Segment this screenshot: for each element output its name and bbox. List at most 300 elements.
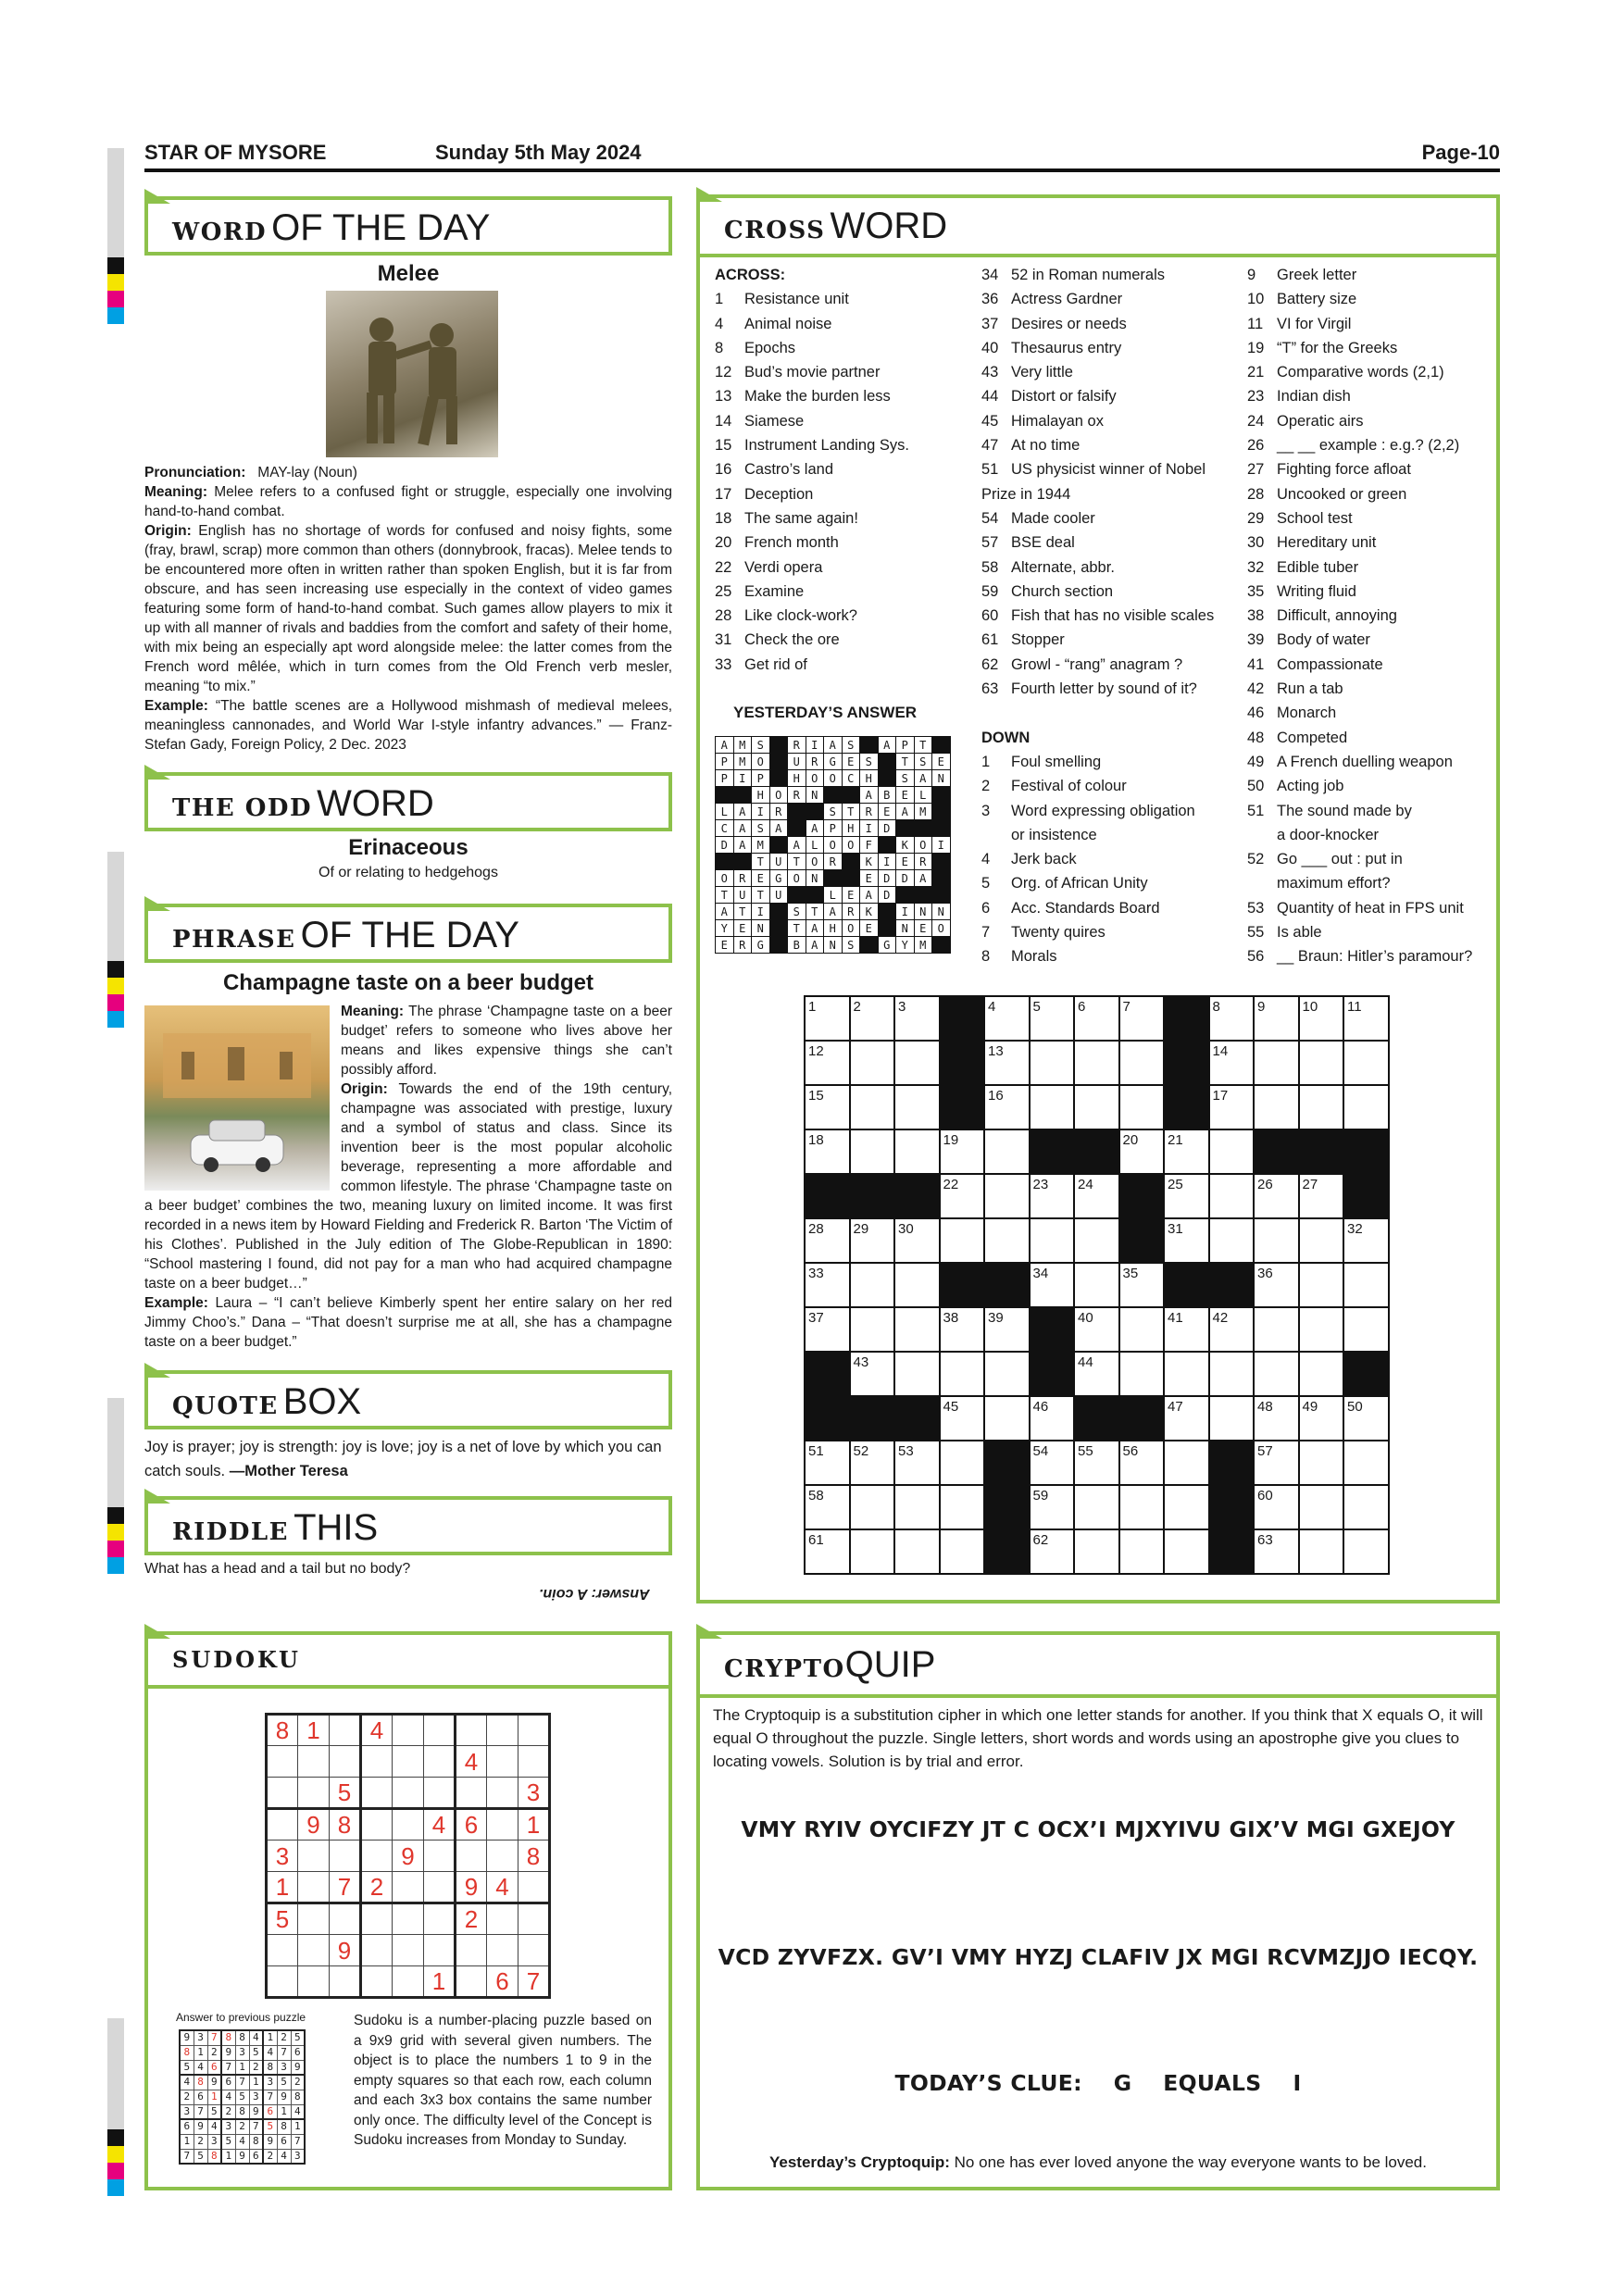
crossword-cell[interactable]	[894, 1041, 940, 1085]
crossword-cell[interactable]	[984, 1352, 1030, 1396]
sudoku-cell[interactable]	[330, 1715, 361, 1746]
sudoku-cell[interactable]	[487, 1746, 518, 1778]
crossword-cell[interactable]: 41	[1164, 1307, 1209, 1352]
clue-text: Writing fluid	[1277, 582, 1356, 600]
sudoku-cell[interactable]	[393, 1872, 424, 1903]
sudoku-cell[interactable]	[487, 1903, 518, 1935]
crossword-cell[interactable]	[1074, 1085, 1119, 1129]
black-square	[894, 1396, 940, 1441]
sudoku-cell[interactable]	[456, 1715, 487, 1746]
sudoku-cell[interactable]	[487, 1809, 518, 1841]
sudoku-cell[interactable]: 9	[456, 1872, 487, 1903]
sudoku-cell[interactable]	[518, 1935, 550, 1966]
clue-text: maximum effort?	[1277, 875, 1391, 892]
clue-line	[1247, 506, 1495, 530]
sudoku-cell[interactable]: 7	[330, 1872, 361, 1903]
clue-line	[715, 604, 974, 628]
sudoku-cell[interactable]	[456, 1935, 487, 1966]
crossword-cell[interactable]	[850, 1041, 895, 1085]
clue-line	[981, 920, 1250, 944]
answer-cell: A	[878, 737, 896, 754]
sudoku-cell[interactable]: 2	[361, 1872, 393, 1903]
crossword-cell[interactable]	[1119, 1307, 1165, 1352]
crossword-cell[interactable]: 3	[894, 996, 940, 1041]
crossword-cell[interactable]: 54	[1030, 1441, 1075, 1485]
clue-line	[981, 653, 1250, 677]
crossword-cell[interactable]: 46	[1030, 1396, 1075, 1441]
clue-number: 63	[981, 680, 999, 698]
crossword-cell[interactable]	[1164, 1352, 1209, 1396]
answer-cell	[932, 887, 951, 904]
crossword-cell[interactable]	[1343, 1485, 1389, 1529]
sudoku-cell[interactable]	[393, 1935, 424, 1966]
clue-line	[1247, 263, 1495, 287]
crossword-cell[interactable]	[984, 1218, 1030, 1263]
crossword-cell[interactable]	[894, 1529, 940, 1574]
crossword-cell[interactable]	[1209, 1352, 1255, 1396]
sudoku-cell[interactable]: 6	[487, 1966, 518, 1998]
sudoku-cell[interactable]	[298, 1935, 330, 1966]
clue-line	[715, 482, 974, 506]
crossword-cell[interactable]: 28	[805, 1218, 850, 1263]
crossword-cell[interactable]: 37	[805, 1307, 850, 1352]
crossword-cell[interactable]	[1299, 1307, 1344, 1352]
sudoku-cell[interactable]: 4	[361, 1715, 393, 1746]
crossword-cell[interactable]	[850, 1129, 895, 1174]
sudoku-cell[interactable]: 2	[456, 1903, 487, 1935]
clue-text: US physicist winner of Nobel	[1011, 461, 1206, 479]
sudoku-cell[interactable]	[456, 1778, 487, 1809]
crossword-cell[interactable]	[940, 1485, 985, 1529]
clue-line	[715, 555, 974, 580]
clue-text: Make the burden less	[744, 388, 891, 406]
crossword-cell[interactable]	[894, 1263, 940, 1307]
registration-marks	[107, 852, 124, 1028]
answer-cell	[788, 804, 806, 820]
section-title-b: QUIP	[844, 1644, 936, 1685]
sudoku-cell[interactable]	[518, 1872, 550, 1903]
clue-line	[1247, 920, 1495, 944]
crossword-cell[interactable]: 61	[805, 1529, 850, 1574]
crossword-cell[interactable]	[1119, 1352, 1165, 1396]
sudoku-cell[interactable]	[456, 1966, 487, 1998]
clue-text: Prize in 1944	[981, 485, 1071, 503]
page-header	[144, 139, 1500, 172]
clue-text: Siamese	[744, 412, 805, 430]
crossword-cell[interactable]: 40	[1074, 1307, 1119, 1352]
sudoku-cell[interactable]	[267, 1778, 298, 1809]
crossword-cell[interactable]	[1209, 1174, 1255, 1218]
clue-text: Battery size	[1277, 291, 1357, 308]
answer-cell: Y	[716, 920, 734, 937]
crossword-cell[interactable]: 44	[1074, 1352, 1119, 1396]
clue-line	[1247, 409, 1495, 433]
clue-text: Actress Gardner	[1011, 291, 1123, 308]
answer-cell: 3	[249, 2090, 263, 2104]
answer-cell	[824, 787, 843, 804]
sudoku-cell[interactable]	[393, 1809, 424, 1841]
answer-cell: 4	[249, 2030, 263, 2045]
clue-number: 55	[1247, 924, 1265, 942]
crossword-cell[interactable]	[1343, 1263, 1389, 1307]
crossword-cell[interactable]: 8	[1209, 996, 1255, 1041]
crossword-cell[interactable]	[1343, 1041, 1389, 1085]
crossword-cell[interactable]	[1299, 1352, 1344, 1396]
crossword-cell[interactable]	[1209, 1218, 1255, 1263]
answer-cell	[806, 804, 824, 820]
crossword-cell[interactable]: 48	[1254, 1396, 1299, 1441]
crossword-cell[interactable]	[1299, 1041, 1344, 1085]
answer-cell	[932, 737, 951, 754]
sudoku-cell[interactable]: 1	[518, 1809, 550, 1841]
sudoku-cell[interactable]: 5	[330, 1778, 361, 1809]
crossword-cell[interactable]: 6	[1074, 996, 1119, 1041]
crossword-cell[interactable]	[1119, 1529, 1165, 1574]
crossword-cell[interactable]	[894, 1129, 940, 1174]
answer-cell: 8	[180, 2045, 194, 2060]
crossword-cell[interactable]: 24	[1074, 1174, 1119, 1218]
sudoku-cell[interactable]: 9	[330, 1935, 361, 1966]
sudoku-cell[interactable]: 4	[456, 1746, 487, 1778]
crossword-cell[interactable]: 35	[1119, 1263, 1165, 1307]
example-text: Laura – “I can’t believe Kimberly spent her entire salary on her red Jimmy Choo’s.” Dana – “That doesn’t surprise me at all, she has a champagne taste on a beer budget.”	[144, 1295, 672, 1350]
crossword-cell[interactable]	[850, 1307, 895, 1352]
answer-cell: Y	[896, 937, 915, 954]
answer-cell: D	[878, 820, 896, 837]
crossword-cell[interactable]: 27	[1299, 1174, 1344, 1218]
crossword-cell[interactable]: 22	[940, 1174, 985, 1218]
crossword-cell[interactable]	[850, 1529, 895, 1574]
sudoku-cell[interactable]: 1	[298, 1715, 330, 1746]
sudoku-cell[interactable]	[330, 1746, 361, 1778]
crossword-cell[interactable]	[1119, 1085, 1165, 1129]
crossword-cell[interactable]	[1074, 1485, 1119, 1529]
clue-text: Foul smelling	[1011, 753, 1102, 770]
sudoku-cell[interactable]	[298, 1841, 330, 1872]
crossword-cell[interactable]	[1254, 1085, 1299, 1129]
crossword-cell[interactable]	[1164, 1485, 1209, 1529]
sudoku-cell[interactable]	[361, 1935, 393, 1966]
answer-cell: 9	[249, 2104, 263, 2119]
sudoku-cell[interactable]	[361, 1778, 393, 1809]
crossword-cell[interactable]	[1164, 1529, 1209, 1574]
answer-cell: D	[716, 837, 734, 854]
clue-text: Morals	[1011, 948, 1057, 966]
crossword-cell[interactable]: 60	[1254, 1485, 1299, 1529]
sudoku-cell[interactable]: 9	[298, 1809, 330, 1841]
crossword-cell[interactable]	[1343, 1529, 1389, 1574]
section-title-a: THE ODD	[172, 794, 313, 822]
sudoku-cell[interactable]	[298, 1872, 330, 1903]
sudoku-cell[interactable]	[330, 1966, 361, 1998]
sudoku-cell[interactable]: 5	[267, 1903, 298, 1935]
crossword-cell[interactable]: 5	[1030, 996, 1075, 1041]
clue-text: At no time	[1011, 437, 1081, 455]
crossword-cell[interactable]	[1343, 1307, 1389, 1352]
answer-cell: A	[716, 904, 734, 920]
clue-text: Deception	[744, 485, 814, 503]
clue-text: 52 in Roman numerals	[1011, 267, 1165, 283]
answer-cell: N	[932, 770, 951, 787]
clue-text: A French duelling weapon	[1277, 753, 1453, 770]
clue-text: Thesaurus entry	[1011, 339, 1122, 356]
crossword-cell[interactable]: 2	[850, 996, 895, 1041]
sudoku-cell[interactable]: 9	[393, 1841, 424, 1872]
sudoku-cell[interactable]	[487, 1778, 518, 1809]
answer-cell: 1	[194, 2045, 207, 2060]
sudoku-cell[interactable]	[424, 1778, 456, 1809]
clue-number: 37	[981, 315, 999, 332]
crossword-cell[interactable]	[894, 1352, 940, 1396]
crossword-cell[interactable]: 57	[1254, 1441, 1299, 1485]
crossword-cell[interactable]: 62	[1030, 1529, 1075, 1574]
page-number: Page-10	[1421, 141, 1500, 164]
crossword-cell[interactable]	[1119, 1041, 1165, 1085]
clue-number: 7	[981, 924, 991, 942]
sudoku-cell[interactable]	[361, 1841, 393, 1872]
clue-number: 51	[1247, 802, 1265, 819]
sudoku-cell[interactable]	[298, 1778, 330, 1809]
answer-cell: K	[860, 904, 879, 920]
crossword-cell[interactable]: 43	[850, 1352, 895, 1396]
crossword-cell[interactable]	[984, 1396, 1030, 1441]
crossword-cell[interactable]	[1209, 1129, 1255, 1174]
sudoku-cell[interactable]	[361, 1746, 393, 1778]
crossword-cell[interactable]: 4	[984, 996, 1030, 1041]
crossword-cell[interactable]	[1299, 1485, 1344, 1529]
answer-cell: O	[842, 837, 860, 854]
sudoku-cell[interactable]	[361, 1809, 393, 1841]
crossword-cell[interactable]: 51	[805, 1441, 850, 1485]
crossword-cell[interactable]	[984, 1174, 1030, 1218]
crossword-cell[interactable]	[1030, 1218, 1075, 1263]
crossword-cell[interactable]	[1030, 1085, 1075, 1129]
crossword-cell[interactable]	[1299, 1263, 1344, 1307]
black-square	[1343, 1352, 1389, 1396]
sudoku-cell[interactable]: 7	[518, 1966, 550, 1998]
crossword-cell[interactable]	[1254, 1307, 1299, 1352]
crossword-cell[interactable]	[1254, 1218, 1299, 1263]
clue-number: 21	[1247, 364, 1265, 381]
sudoku-cell[interactable]	[424, 1746, 456, 1778]
crossword-cell[interactable]: 18	[805, 1129, 850, 1174]
answer-cell: 7	[263, 2090, 277, 2104]
crossword-cell[interactable]: 50	[1343, 1396, 1389, 1441]
crossword-cell[interactable]	[940, 1352, 985, 1396]
crossword-cell[interactable]: 45	[940, 1396, 985, 1441]
clue-number: 22	[715, 558, 732, 576]
crossword-cell[interactable]	[1209, 1396, 1255, 1441]
crossword-cell[interactable]: 56	[1119, 1441, 1165, 1485]
clue-number: 11	[1247, 315, 1264, 332]
crossword-cell[interactable]: 59	[1030, 1485, 1075, 1529]
sudoku-cell[interactable]: 4	[487, 1872, 518, 1903]
crossword-cell[interactable]: 42	[1209, 1307, 1255, 1352]
sudoku-cell[interactable]	[424, 1903, 456, 1935]
answer-cell: A	[824, 737, 843, 754]
crossword-cell[interactable]	[940, 1218, 985, 1263]
sudoku-cell[interactable]: 4	[424, 1809, 456, 1841]
sudoku-cell[interactable]	[330, 1841, 361, 1872]
answer-cell	[878, 837, 896, 854]
crossword-cell[interactable]	[940, 1441, 985, 1485]
sudoku-cell[interactable]	[267, 1935, 298, 1966]
answer-cell: E	[896, 854, 915, 870]
sudoku-cell[interactable]	[518, 1715, 550, 1746]
crossword-cell[interactable]	[894, 1085, 940, 1129]
crossword-cell[interactable]: 38	[940, 1307, 985, 1352]
crossword-cell[interactable]: 17	[1209, 1085, 1255, 1129]
answer-cell: R	[860, 804, 879, 820]
crossword-cell[interactable]: 1	[805, 996, 850, 1041]
sudoku-cell[interactable]: 6	[456, 1809, 487, 1841]
crossword-cell[interactable]	[984, 1129, 1030, 1174]
crossword-cell[interactable]: 30	[894, 1218, 940, 1263]
sudoku-cell[interactable]	[361, 1966, 393, 1998]
crossword-cell[interactable]: 29	[850, 1218, 895, 1263]
answer-cell: 5	[277, 2075, 291, 2090]
sudoku-cell[interactable]	[393, 1746, 424, 1778]
crossword-cell[interactable]: 16	[984, 1085, 1030, 1129]
crossword-cell[interactable]: 12	[805, 1041, 850, 1085]
answer-cell: R	[914, 854, 932, 870]
clue-number: 2	[981, 778, 991, 795]
crossword-cell[interactable]	[940, 1529, 985, 1574]
crossword-cell[interactable]	[850, 1085, 895, 1129]
sudoku-cell[interactable]	[393, 1903, 424, 1935]
answer-cell: U	[788, 754, 806, 770]
answer-cell: 3	[194, 2030, 207, 2045]
crossword-cell[interactable]: 52	[850, 1441, 895, 1485]
crossword-cell[interactable]: 32	[1343, 1218, 1389, 1263]
crossword-cell[interactable]	[850, 1485, 895, 1529]
sudoku-cell[interactable]: 8	[330, 1809, 361, 1841]
crossword-cell[interactable]: 26	[1254, 1174, 1299, 1218]
yesterday-crossword-grid	[715, 736, 951, 954]
crossword-cell[interactable]: 11	[1343, 996, 1389, 1041]
crossword-cell[interactable]: 25	[1164, 1174, 1209, 1218]
crossword-cell[interactable]	[1119, 1485, 1165, 1529]
crossword-cell[interactable]: 9	[1254, 996, 1299, 1041]
clue-number: 26	[1247, 437, 1265, 455]
crossword-cell[interactable]	[1299, 1441, 1344, 1485]
sudoku-cell[interactable]	[267, 1746, 298, 1778]
sudoku-cell[interactable]: 8	[267, 1715, 298, 1746]
sudoku-grid[interactable]	[265, 1713, 551, 1999]
black-square	[984, 1263, 1030, 1307]
odd-word-word: Erinaceous	[348, 835, 468, 860]
crossword-cell[interactable]: 10	[1299, 996, 1344, 1041]
crossword-cell[interactable]: 20	[1119, 1129, 1165, 1174]
sudoku-cell[interactable]	[330, 1903, 361, 1935]
crossword-cell[interactable]	[1343, 1085, 1389, 1129]
sudoku-cell[interactable]: 8	[518, 1841, 550, 1872]
sudoku-cell[interactable]	[424, 1841, 456, 1872]
crossword-cell[interactable]: 63	[1254, 1529, 1299, 1574]
sudoku-cell[interactable]	[298, 1903, 330, 1935]
sudoku-cell[interactable]	[393, 1966, 424, 1998]
answer-cell	[860, 737, 879, 754]
crossword-cell[interactable]: 39	[984, 1307, 1030, 1352]
crossword-cell[interactable]: 21	[1164, 1129, 1209, 1174]
crossword-cell[interactable]	[1164, 1441, 1209, 1485]
sudoku-cell[interactable]: 3	[518, 1778, 550, 1809]
clue-line	[1247, 312, 1495, 336]
crossword-cell[interactable]: 7	[1119, 996, 1165, 1041]
sudoku-cell[interactable]	[456, 1841, 487, 1872]
sudoku-cell[interactable]: 1	[424, 1966, 456, 1998]
answer-cell: K	[896, 837, 915, 854]
sudoku-cell[interactable]	[298, 1746, 330, 1778]
crossword-cell[interactable]	[894, 1307, 940, 1352]
crossword-cell[interactable]	[1299, 1529, 1344, 1574]
clue-line	[1247, 628, 1495, 652]
crossword-cell[interactable]: 13	[984, 1041, 1030, 1085]
crossword-cell[interactable]	[1030, 1041, 1075, 1085]
answer-cell: 4	[291, 2104, 305, 2119]
sudoku-cell[interactable]	[267, 1966, 298, 1998]
crossword-cell[interactable]: 49	[1299, 1396, 1344, 1441]
crossword-cell[interactable]	[1074, 1529, 1119, 1574]
crossword-cell[interactable]: 36	[1254, 1263, 1299, 1307]
crossword-cell[interactable]: 47	[1164, 1396, 1209, 1441]
black-square	[805, 1352, 850, 1396]
crossword-cell[interactable]: 19	[940, 1129, 985, 1174]
crossword-cell[interactable]: 58	[805, 1485, 850, 1529]
crossword-cell[interactable]	[1299, 1085, 1344, 1129]
crossword-cell[interactable]	[1254, 1041, 1299, 1085]
sudoku-cell[interactable]	[487, 1715, 518, 1746]
crossword-cell[interactable]	[1254, 1352, 1299, 1396]
sudoku-cell[interactable]	[424, 1935, 456, 1966]
sudoku-cell[interactable]	[267, 1809, 298, 1841]
crossword-cell[interactable]	[1343, 1441, 1389, 1485]
clue-number: 24	[1247, 412, 1265, 430]
crossword-cell[interactable]	[1074, 1218, 1119, 1263]
answer-cell	[932, 787, 951, 804]
crossword-cell[interactable]: 15	[805, 1085, 850, 1129]
crossword-cell[interactable]	[1299, 1218, 1344, 1263]
sudoku-cell[interactable]: 1	[267, 1872, 298, 1903]
sudoku-cell[interactable]	[518, 1746, 550, 1778]
sudoku-cell[interactable]	[361, 1903, 393, 1935]
sudoku-cell[interactable]	[487, 1935, 518, 1966]
answer-cell: T	[733, 904, 752, 920]
crossword-cell[interactable]	[1074, 1263, 1119, 1307]
crossword-cell[interactable]: 55	[1074, 1441, 1119, 1485]
sudoku-cell[interactable]	[393, 1778, 424, 1809]
sudoku-cell[interactable]	[424, 1872, 456, 1903]
sudoku-cell[interactable]: 3	[267, 1841, 298, 1872]
answer-cell: D	[896, 870, 915, 887]
sudoku-cell[interactable]	[393, 1715, 424, 1746]
sudoku-cell[interactable]	[298, 1966, 330, 1998]
sudoku-cell[interactable]	[518, 1903, 550, 1935]
crossword-cell[interactable]: 31	[1164, 1218, 1209, 1263]
crossword-cell[interactable]	[850, 1263, 895, 1307]
crossword-cell[interactable]: 14	[1209, 1041, 1255, 1085]
crossword-cell[interactable]: 33	[805, 1263, 850, 1307]
crossword-cell[interactable]: 53	[894, 1441, 940, 1485]
crossword-cell[interactable]: 23	[1030, 1174, 1075, 1218]
crossword-cell[interactable]	[894, 1485, 940, 1529]
sudoku-cell[interactable]	[487, 1841, 518, 1872]
sudoku-cell[interactable]	[424, 1715, 456, 1746]
answer-cell: L	[806, 837, 824, 854]
clue-line	[981, 409, 1250, 433]
crossword-cell[interactable]	[1074, 1041, 1119, 1085]
crossword-cell[interactable]: 34	[1030, 1263, 1075, 1307]
